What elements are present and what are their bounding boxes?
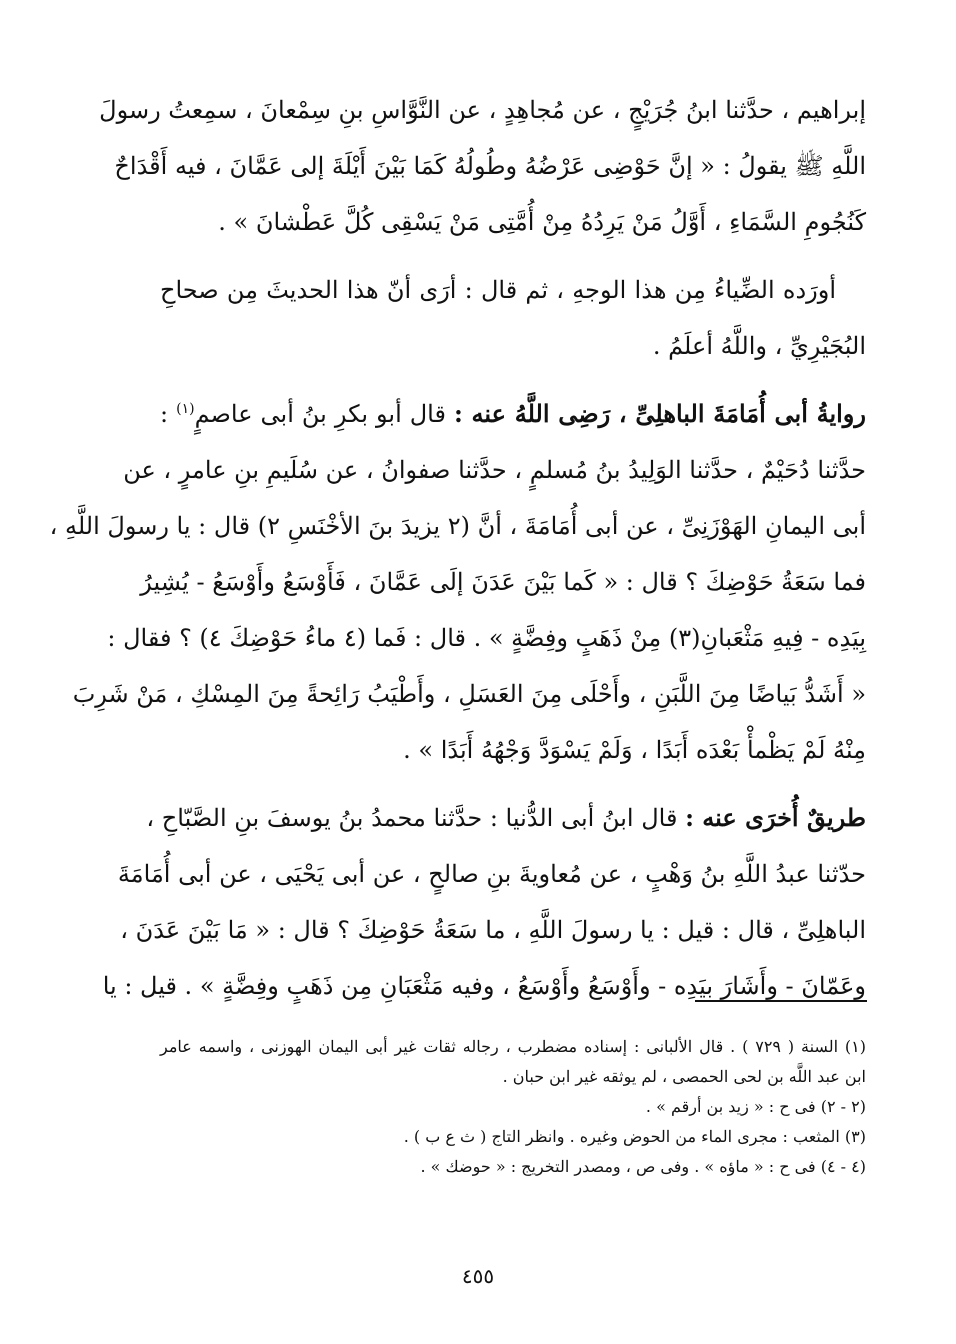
text-line: البُجَيْرِيِّ ، واللَّهُ أعلَمُ . [652,332,866,360]
paragraph-2 [160,262,866,374]
text-line: كَنُجُومِ السَّمَاءِ ، أَوَّلُ مَنْ يَرِدُهُ مِنْ أُمَّتِى مَنْ يَسْقِى كُلَّ عَطْشانَ » . [218,208,866,236]
footnote-divider [695,1000,867,1002]
text-line-with-heading [160,386,866,442]
footnote-line: (٣) المثعب : مجرى الماء من الحوض وغيره . وانظر التاج ( ث ع ب ) . [403,1127,866,1146]
text-line: أورَده الضِّياءُ مِن هذا الوجهِ ، ثم قال : أرَى أنّ هذا الحديثَ مِن صحاحِ [160,276,836,304]
section-heading: طريقٌ أُخرَى عنه : [685,803,866,832]
text-line: إبراهيم ، حدَّثنا ابنُ جُرَيْجٍ ، عن مُجاهِدٍ ، عن النَّوَّاسِ بنِ سِمْعانَ ، سمِعتُ رسولَ [99,96,866,124]
paragraph-4 [102,790,866,1014]
footnote-line: (١) السنة ( ٧٢٩ ) . قال الألبانى : إسناده مضطرب ، رجاله ثقات غير أبى اليمان الهوزنى ، واسمه عامر [160,1037,866,1056]
text-line: فما سَعَةُ حَوْضِكَ ؟ قال : « كَما بَيْنَ عَدَنَ إلَى عَمَّانَ ، فَأَوْسَعُ وأَوْسَعُ - يُشِيرُ [140,568,866,596]
text-line: بِيَدِه - فِيهِ مَثْعَبانِ(٣) مِنْ ذَهَبٍ وفِضَّةٍ » . قال : فَما (٤ ماءُ حَوْضِكَ ٤) ؟ فقال : [107,624,866,652]
text-line: الباهلِىِّ ، قال : قيل : يا رسولَ اللَّهِ ، ما سَعَةُ حَوْضِكَ ؟ قال : « مَا بَيْنَ عَدَنَ ، [120,916,866,944]
heading-line-rest: قال ابنُ أبى الدُّنيا : حدَّثنا محمدُ بنُ يوسفَ بنِ الصَّبّاحِ ، [146,804,678,832]
text-line: أبى اليمانِ الهَوْزَنِىِّ ، عن أبى أُمَامَةَ ، أنَّ (٢ يزيدَ بنَ الأخْنَسِ ٢) قال : يا رسولَ اللَّهِ ، [49,512,866,540]
section-heading: روايةُ أبى أُمَامَةَ الباهلِىِّ ، رَضِى اللَّهُ عنه : [453,399,866,428]
heading-line-rest: قال أبو بكرِ بنُ أبى عاصمٍ [194,400,446,428]
heading-line-tail: : [160,400,169,428]
text-line: حدَّثنا دُحَيْمٌ ، حدَّثنا الوَلِيدُ بنُ مُسلمٍ ، حدَّثنا صفوانُ ، عن سُلَيمِ بنِ عامرٍ ، عن [123,456,866,484]
footnotes [160,1032,866,1182]
footnote-line: (٢ - ٢) فى ح : « زيد بن أرقم » . [645,1097,866,1116]
text-line: اللَّهِ ﷺ يقولُ : « إنَّ حَوْضِى عَرْضُهُ وطُولُهُ كَمَا بَيْنَ أَيْلَةَ إلى عَمَّانَ ، فيه أَقْدَاحٌ [114,152,866,180]
text-line-with-heading [146,790,866,846]
text-line: وعَمّانَ - وأَشَارَ بيَدِه - وأَوْسَعُ وأَوْسَعُ ، وفيه مَثْعَبَانِ مِن ذَهَبٍ وفِضَّةٍ » . قيل : يا [102,972,866,1000]
footnote-line: (٤ - ٤) فى ح : « ماؤه » . وفى ص ، ومصدر التخريج : « حوضك » . [420,1157,866,1176]
text-line: حدّثنا عبدُ اللَّهِ بنُ وَهْبٍ ، عن مُعاويةَ بنِ صالحٍ ، عن أبى يَحْيَى ، عن أبى أُمَامَةَ [117,860,866,888]
page-number: ٤٥٥ [461,1264,495,1288]
main-text [49,82,866,1014]
footnote-marker: (١) [176,401,195,417]
paragraph-1 [99,82,866,250]
paragraph-3 [49,386,866,778]
footnote-line: ابن عبد اللَّه بن لحى الحمصى ، لم يوثقه غير ابن حبان . [502,1067,866,1086]
text-line: مِنْهُ لَمْ يَظْمأْ بَعْدَه أَبَدًا ، وَلَمْ يَسْوَدَّ وَجْهُهُ أَبَدًا » . [403,736,866,764]
text-line: « أَشَدُّ بَياضًا مِنَ اللَّبَنِ ، وأَحْلَى مِنَ العَسَلِ ، وأَطْيَبُ رَائِحةً مِنَ المِسْكِ ، مَنْ شَرِبَ [72,680,866,708]
